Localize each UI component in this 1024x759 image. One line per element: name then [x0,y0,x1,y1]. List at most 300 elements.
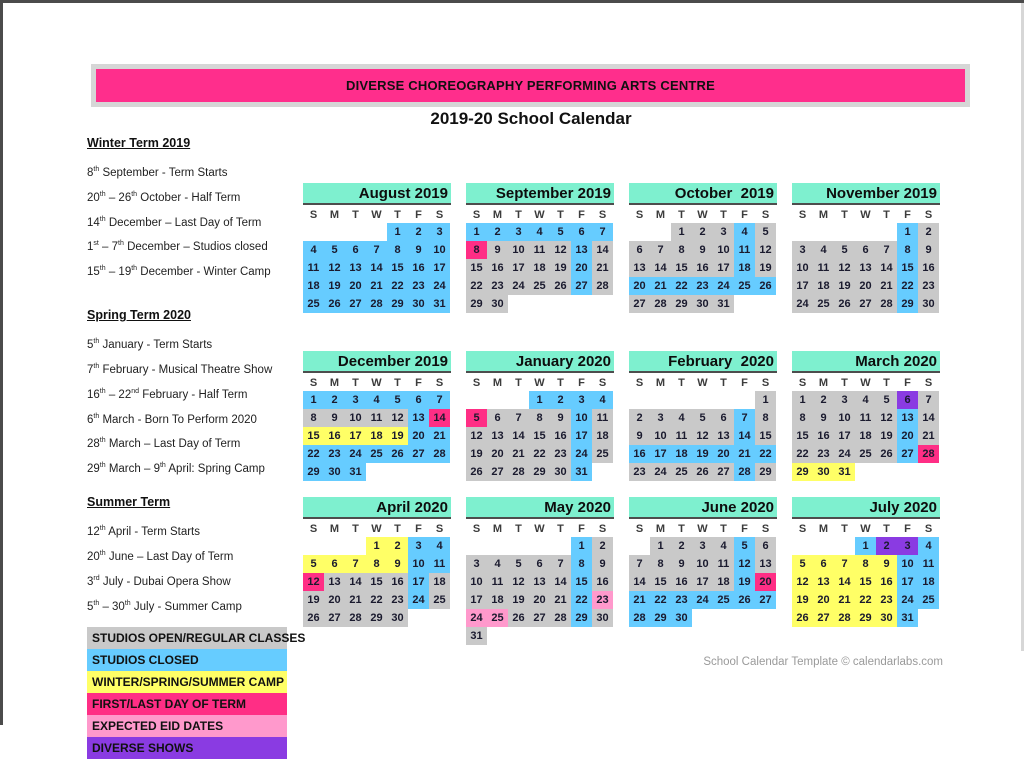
weekday-label: W [860,522,871,535]
weekday-label: F [578,376,585,389]
weekday-label: T [515,376,522,389]
weekday-label: T [394,208,401,221]
day-cell: 19 [876,427,897,445]
day-cell: 14 [429,409,450,427]
day-cell: 16 [324,427,345,445]
day-cell: 12 [734,555,755,573]
weekday-label: M [655,522,666,535]
day-cell: 1 [387,223,408,241]
weekday-label: M [492,522,503,535]
day-cell: 18 [671,445,692,463]
day-cell: 23 [671,591,692,609]
day-cell: 20 [529,591,550,609]
weekday-label: T [841,522,848,535]
day-cell: 12 [303,573,324,591]
weekday-header [466,520,614,537]
day-cell: 26 [466,463,487,481]
weekday-label: S [598,376,607,389]
day-cell: 15 [366,573,387,591]
day-cell: 10 [650,427,671,445]
day-cell: 30 [671,609,692,627]
day-cell: 5 [303,555,324,573]
empty-cell [508,537,529,555]
empty-cell [324,537,345,555]
day-cell: 6 [855,241,876,259]
day-cell: 8 [671,241,692,259]
day-cell: 14 [650,259,671,277]
weekday-label: W [371,522,382,535]
day-cell: 18 [366,427,387,445]
day-cell: 20 [713,445,734,463]
day-cell: 29 [792,463,813,481]
day-cell: 4 [303,241,324,259]
term-date-item: 28th March – Last Day of Term [87,437,241,451]
day-cell: 18 [487,591,508,609]
day-cell: 28 [629,609,650,627]
day-cell: 3 [466,555,487,573]
empty-cell [487,391,508,409]
day-cell: 19 [834,277,855,295]
term-heading: Winter Term 2019 [87,136,191,150]
day-cell: 22 [671,277,692,295]
month-march-2020 [792,351,940,481]
day-cell: 12 [324,259,345,277]
weekday-label: S [635,522,644,535]
day-cell: 31 [713,295,734,313]
weekday-label: T [557,208,564,221]
day-cell: 27 [897,445,918,463]
day-cell: 13 [855,259,876,277]
weekday-header [466,206,614,223]
weekday-label: T [720,208,727,221]
month-january-2020 [466,351,614,481]
day-cell: 12 [550,241,571,259]
day-cell: 14 [629,573,650,591]
month-september-2019 [466,183,614,313]
day-cell: 4 [813,241,834,259]
weekday-label: T [883,522,890,535]
day-cell: 14 [366,259,387,277]
day-cell: 6 [713,409,734,427]
term-date-item: 5th – 30th July - Summer Camp [87,599,242,613]
empty-cell [529,537,550,555]
day-cell: 26 [387,445,408,463]
day-cell: 27 [571,277,592,295]
day-cell: 13 [813,573,834,591]
day-cell: 12 [466,427,487,445]
day-cell: 21 [734,445,755,463]
day-cell: 4 [366,391,387,409]
day-cell: 26 [792,609,813,627]
weekday-label: S [798,376,807,389]
day-cell: 10 [508,241,529,259]
day-cell: 30 [876,609,897,627]
day-cell: 13 [324,573,345,591]
day-cell: 30 [692,295,713,313]
day-cell: 13 [629,259,650,277]
weekday-label: F [904,376,911,389]
day-cell: 15 [671,259,692,277]
day-cell: 24 [508,277,529,295]
month-grid [303,391,451,481]
month-july-2020 [792,497,940,645]
day-cell: 25 [855,445,876,463]
empty-cell [855,223,876,241]
empty-cell [466,537,487,555]
day-cell: 29 [755,463,776,481]
weekday-label: W [860,376,871,389]
day-cell: 12 [792,573,813,591]
day-cell: 28 [592,277,613,295]
day-cell: 6 [487,409,508,427]
day-cell: 1 [466,223,487,241]
weekday-label: F [741,376,748,389]
day-cell: 13 [571,241,592,259]
day-cell: 8 [466,241,487,259]
empty-cell [813,223,834,241]
month-grid [466,537,614,645]
day-cell: 23 [324,445,345,463]
day-cell: 18 [592,427,613,445]
day-cell: 6 [529,555,550,573]
day-cell: 14 [592,241,613,259]
empty-cell [508,391,529,409]
day-cell: 22 [466,277,487,295]
day-cell: 6 [813,555,834,573]
day-cell: 3 [508,223,529,241]
day-cell: 19 [387,427,408,445]
weekday-label: T [352,376,359,389]
day-cell: 4 [529,223,550,241]
term-date-item: 1st – 7th December – Studios closed [87,240,268,254]
day-cell: 11 [366,409,387,427]
day-cell: 28 [650,295,671,313]
day-cell: 31 [429,295,450,313]
weekday-label: T [352,208,359,221]
day-cell: 23 [918,277,939,295]
weekday-label: M [329,522,340,535]
term-date-item: 7th February - Musical Theatre Show [87,362,273,376]
sidebar [87,135,306,759]
day-cell: 8 [855,555,876,573]
weekday-label: S [472,376,481,389]
day-cell: 24 [692,591,713,609]
month-august-2019 [303,183,451,313]
day-cell: 7 [834,555,855,573]
term-heading: Spring Term 2020 [87,308,191,323]
day-cell: 14 [734,427,755,445]
month-grid [792,391,940,481]
weekday-label: S [924,522,933,535]
day-cell: 21 [345,591,366,609]
term-date-item: 16th – 22nd February - Half Term [87,387,248,401]
day-cell: 1 [671,223,692,241]
weekday-label: T [515,208,522,221]
day-cell: 23 [592,591,613,609]
day-cell: 16 [550,427,571,445]
empty-cell [629,391,650,409]
month-grid [792,223,940,313]
day-cell: 2 [671,537,692,555]
day-cell: 1 [755,391,776,409]
day-cell: 24 [713,277,734,295]
day-cell: 24 [571,445,592,463]
day-cell: 28 [918,445,939,463]
weekday-label: W [697,376,708,389]
day-cell: 22 [366,591,387,609]
weekday-header [629,206,777,223]
empty-cell [671,391,692,409]
legend-show: DIVERSE SHOWS [87,737,287,759]
day-cell: 17 [897,573,918,591]
day-cell: 21 [592,259,613,277]
day-cell: 24 [792,295,813,313]
day-cell: 21 [429,427,450,445]
day-cell: 31 [345,463,366,481]
term-date-item: 8th September - Term Starts [87,166,228,179]
weekday-label: M [818,522,829,535]
day-cell: 2 [918,223,939,241]
day-cell: 15 [466,259,487,277]
day-cell: 7 [429,391,450,409]
day-cell: 30 [324,463,345,481]
day-cell: 10 [466,573,487,591]
day-cell: 10 [408,555,429,573]
day-cell: 22 [855,591,876,609]
day-cell: 6 [324,555,345,573]
empty-cell [792,537,813,555]
empty-cell [487,537,508,555]
day-cell: 15 [571,573,592,591]
weekday-label: T [883,208,890,221]
day-cell: 11 [592,409,613,427]
footer-credit: School Calendar Template © calendarlabs.com [703,656,943,668]
month-may-2020 [466,497,614,645]
day-cell: 5 [834,241,855,259]
month-title: July 2020 [792,497,940,519]
day-cell: 22 [650,591,671,609]
day-cell: 21 [876,277,897,295]
weekday-header [466,374,614,391]
weekday-label: W [697,522,708,535]
legend-term: FIRST/LAST DAY OF TERM [87,693,287,715]
day-cell: 17 [429,259,450,277]
weekday-label: M [655,208,666,221]
weekday-label: T [678,208,685,221]
month-february-2020 [629,351,777,481]
term-heading: Summer Term [87,495,171,510]
month-title: April 2020 [303,497,451,519]
day-cell: 18 [713,573,734,591]
day-cell: 22 [755,445,776,463]
day-cell: 18 [429,573,450,591]
day-cell: 8 [792,409,813,427]
day-cell: 9 [813,409,834,427]
day-cell: 26 [834,295,855,313]
weekday-header [629,520,777,537]
day-cell: 7 [918,391,939,409]
day-cell: 9 [592,555,613,573]
day-cell: 25 [592,445,613,463]
day-cell: 3 [408,537,429,555]
day-cell: 19 [324,277,345,295]
day-cell: 21 [629,591,650,609]
day-cell: 21 [650,277,671,295]
day-cell: 20 [571,259,592,277]
day-cell: 10 [834,409,855,427]
empty-cell [303,537,324,555]
weekday-label: S [798,208,807,221]
weekday-label: S [924,208,933,221]
day-cell: 5 [550,223,571,241]
weekday-label: S [924,376,933,389]
day-cell: 8 [571,555,592,573]
weekday-label: W [371,376,382,389]
day-cell: 3 [897,537,918,555]
day-cell: 13 [529,573,550,591]
legend-closed: STUDIOS CLOSED [87,649,287,671]
color-legend [87,627,306,759]
empty-cell [629,223,650,241]
day-cell: 11 [529,241,550,259]
day-cell: 17 [466,591,487,609]
weekday-label: M [655,376,666,389]
day-cell: 22 [897,277,918,295]
day-cell: 11 [855,409,876,427]
day-cell: 5 [876,391,897,409]
day-cell: 26 [692,463,713,481]
day-cell: 31 [834,463,855,481]
day-cell: 15 [897,259,918,277]
term-date-item: 12th April - Term Starts [87,525,201,538]
day-cell: 3 [792,241,813,259]
day-cell: 22 [792,445,813,463]
banner-frame [91,64,970,107]
day-cell: 25 [366,445,387,463]
day-cell: 10 [792,259,813,277]
empty-cell [324,223,345,241]
day-cell: 1 [366,537,387,555]
day-cell: 17 [508,259,529,277]
day-cell: 14 [550,573,571,591]
day-cell: 16 [629,445,650,463]
weekday-label: S [435,376,444,389]
day-cell: 7 [650,241,671,259]
empty-cell [466,391,487,409]
weekday-label: S [309,208,318,221]
day-cell: 12 [755,241,776,259]
day-cell: 7 [592,223,613,241]
day-cell: 6 [897,391,918,409]
day-cell: 29 [366,609,387,627]
term-date-item: 15th – 19th December - Winter Camp [87,265,271,279]
day-cell: 2 [550,391,571,409]
day-cell: 13 [345,259,366,277]
day-cell: 29 [466,295,487,313]
empty-cell [345,537,366,555]
day-cell: 7 [366,241,387,259]
day-cell: 17 [834,427,855,445]
school-name: DIVERSE CHOREOGRAPHY PERFORMING ARTS CENTRE [345,78,716,93]
day-cell: 10 [571,409,592,427]
day-cell: 16 [671,573,692,591]
day-cell: 23 [387,591,408,609]
day-cell: 17 [345,427,366,445]
day-cell: 4 [855,391,876,409]
day-cell: 6 [408,391,429,409]
empty-cell [713,391,734,409]
day-cell: 8 [897,241,918,259]
day-cell: 5 [508,555,529,573]
day-cell: 24 [834,445,855,463]
weekday-label: S [761,376,770,389]
day-cell: 9 [692,241,713,259]
day-cell: 10 [345,409,366,427]
day-cell: 21 [508,445,529,463]
day-cell: 29 [650,609,671,627]
day-cell: 7 [508,409,529,427]
month-november-2019 [792,183,940,313]
term-section-2 [87,307,301,480]
day-cell: 10 [713,241,734,259]
weekday-label: F [415,522,422,535]
day-cell: 30 [487,295,508,313]
day-cell: 26 [755,277,776,295]
day-cell: 20 [408,427,429,445]
day-cell: 16 [387,573,408,591]
day-cell: 18 [855,427,876,445]
day-cell: 11 [671,427,692,445]
day-cell: 6 [629,241,650,259]
day-cell: 2 [324,391,345,409]
day-cell: 19 [755,259,776,277]
empty-cell [303,223,324,241]
weekday-label: F [904,208,911,221]
month-october-2019 [629,183,777,313]
day-cell: 22 [571,591,592,609]
day-cell: 4 [713,537,734,555]
weekday-header [792,374,940,391]
day-cell: 11 [813,259,834,277]
day-cell: 25 [529,277,550,295]
empty-cell [834,537,855,555]
weekday-label: W [697,208,708,221]
month-title: February 2020 [629,351,777,373]
day-cell: 26 [550,277,571,295]
day-cell: 5 [387,391,408,409]
day-cell: 4 [592,391,613,409]
day-cell: 3 [650,409,671,427]
weekday-header [792,206,940,223]
day-cell: 21 [550,591,571,609]
day-cell: 23 [876,591,897,609]
day-cell: 16 [876,573,897,591]
day-cell: 20 [897,427,918,445]
day-cell: 3 [834,391,855,409]
day-cell: 15 [792,427,813,445]
day-cell: 3 [345,391,366,409]
day-cell: 9 [387,555,408,573]
day-cell: 10 [429,241,450,259]
day-cell: 11 [918,555,939,573]
day-cell: 30 [550,463,571,481]
day-cell: 24 [429,277,450,295]
weekday-label: S [472,208,481,221]
month-title: June 2020 [629,497,777,519]
day-cell: 4 [487,555,508,573]
weekday-label: S [472,522,481,535]
weekday-header [303,520,451,537]
